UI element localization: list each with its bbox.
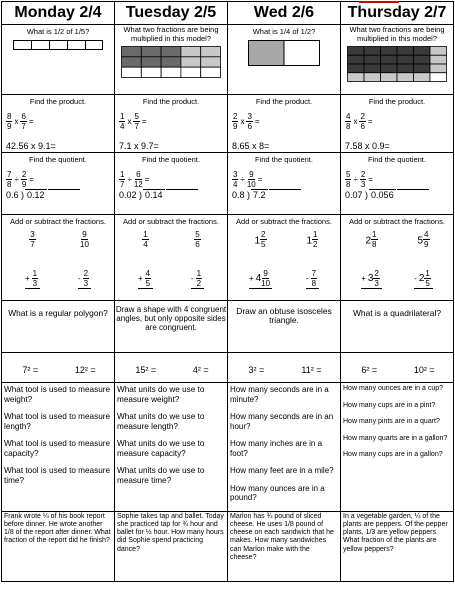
subtraction-problem: 1 $\frac{1}{2}$ - $\frac{7}{8}$ [305, 230, 318, 288]
cell-thu-model [341, 25, 454, 95]
measurement-question: How many feet are in a mile? [230, 466, 334, 475]
cell-tue-measurement [115, 383, 228, 512]
fraction: $\frac{7}{8}$ [311, 269, 317, 288]
measurement-question: How many ounces are in a pound? [230, 483, 325, 502]
fraction: $\frac{1}{4}$ [143, 230, 148, 249]
square-problem: 11² = [301, 365, 322, 375]
instruction-label: Find the quotient. [29, 155, 87, 164]
measurement-question: What units do we use to measure capacity? [117, 439, 205, 458]
worksheet [1, 1, 453, 599]
decimal-product-problem: 8.65 x 8= [232, 141, 270, 151]
fraction: $\frac{5}{7}$ [134, 112, 139, 131]
cell-tue-model [115, 25, 228, 95]
word-problem: Marlon has ¾ pound of sliced cheese. He uses 1/8 pound of cheese on each sandwich that he makes. How many sandwiches can Marlon make with the cheese? [230, 512, 334, 561]
measurement-question: What tool is used to measure weight? [4, 385, 111, 404]
instruction-label: Find the quotient. [368, 155, 426, 164]
fraction-quotient-problem: $\frac{1}{7}$ ÷ $\frac{6}{12}$ = [120, 170, 150, 189]
square-problem: 12² = [74, 365, 96, 375]
cell-thu-geometry [341, 301, 454, 353]
square-problem: 6² = [361, 365, 378, 375]
measurement-question: How many pints are in a quart? [343, 418, 440, 425]
fraction: $\frac{9}{10}$ [80, 230, 89, 249]
instruction-label: Add or subtract the fractions. [10, 217, 106, 226]
fraction: $\frac{6}{7}$ [21, 112, 26, 131]
fraction-strip-model [2, 40, 114, 50]
fraction-quotient-problem: $\frac{3}{4}$ ÷ $\frac{9}{10}$ = [233, 170, 263, 189]
addition-problem: $\frac{1}{4}$ + $\frac{4}{5}$ [138, 230, 153, 291]
red-mark [359, 1, 399, 3]
square-problem: 4² = [192, 365, 209, 375]
measurement-question: How many ounces are in a cup? [343, 385, 443, 392]
cell-wed-addsub [228, 215, 341, 301]
fraction: $\frac{3}{4}$ [233, 170, 238, 189]
measurement-question: How many inches are in a foot? [230, 439, 323, 458]
fraction: $\frac{9}{10}$ [261, 269, 271, 288]
fraction: $\frac{3}{6}$ [247, 112, 252, 131]
fraction: $\frac{8}{9}$ [7, 112, 12, 131]
cell-wed-product [228, 95, 341, 153]
fraction: $\frac{1}{3}$ [32, 269, 38, 288]
model-question: What two fractions are being multiplied in this model? [123, 25, 219, 43]
fraction-quotient-problem: $\frac{7}{8}$ ÷ $\frac{2}{9}$ = [7, 170, 34, 189]
decimal-product-problem: 7.1 x 9.7= [119, 141, 159, 151]
square-problem: 3² = [248, 365, 265, 375]
fraction: $\frac{2}{9}$ [21, 170, 27, 189]
measurement-question: What tool is used to measure time? [4, 466, 111, 485]
cell-thu-quotient [341, 153, 454, 215]
cell-mon-geometry [2, 301, 115, 353]
cell-thu-product [341, 95, 454, 153]
fraction: $\frac{2}{3}$ [374, 269, 379, 288]
area-model [341, 46, 453, 82]
instruction-label: Add or subtract the fractions. [123, 217, 219, 226]
measurement-question: How many quarts are in a gallon? [343, 434, 448, 442]
instruction-label: Add or subtract the fractions. [236, 217, 332, 226]
area-model [228, 40, 340, 66]
square-problem: 15² = [135, 365, 157, 375]
measurement-question: How many seconds are in a minute? [230, 385, 329, 404]
measurement-question: How many cups are in a pint? [343, 401, 436, 409]
measurement-question: How many cups are in a gallon? [343, 451, 443, 458]
fraction: $\frac{4}{9}$ [424, 230, 429, 249]
measurement-question: What tool is used to measure capacity? [4, 439, 111, 458]
fraction: $\frac{1}{4}$ [120, 112, 125, 131]
decimal-product-problem: 42.56 x 9.1= [6, 141, 56, 151]
addition-problem: 1 $\frac{2}{5}$ + 4 $\frac{9}{10}$ [248, 230, 271, 288]
measurement-question: What units do we use to measure time? [117, 466, 205, 485]
fraction: $\frac{2}{5}$ [261, 230, 266, 249]
geometry-question: What is a regular polygon? [8, 308, 108, 318]
cell-tue-word-problem [115, 511, 228, 581]
cell-tue-quotient [115, 153, 228, 215]
instruction-label: Add or subtract the fractions. [349, 217, 445, 226]
fraction: $\frac{1}{8}$ [372, 230, 377, 249]
instruction-label: Find the product. [255, 97, 313, 106]
fraction-product-problem: $\frac{2}{9}$ x $\frac{3}{6}$ = [233, 112, 260, 131]
cell-wed-squares [228, 353, 341, 383]
cell-tue-product [115, 95, 228, 153]
cell-tue-squares [115, 353, 228, 383]
fraction: $\frac{1}{5}$ [425, 269, 430, 288]
day-header-monday: Monday 2/4 [2, 2, 115, 25]
fraction: $\frac{2}{6}$ [360, 112, 365, 131]
word-problem: Frank wrote ¼ of his book report before dinner. He wrote another 1/8 of the report after dinner. What fraction of the report did he finish? [4, 512, 111, 545]
cell-mon-quotient [2, 153, 115, 215]
fraction-product-problem: $\frac{8}{9}$ x $\frac{6}{7}$ = [7, 112, 34, 131]
cell-tue-geometry [115, 301, 228, 353]
fraction: $\frac{1}{7}$ [120, 170, 125, 189]
cell-wed-geometry [228, 301, 341, 353]
fraction: $\frac{4}{8}$ [346, 112, 351, 131]
fraction: $\frac{1}{2}$ [196, 269, 202, 288]
day-header-wednesday: Wed 2/6 [228, 2, 341, 25]
cell-mon-measurement [2, 383, 115, 512]
cell-thu-squares [341, 353, 454, 383]
day-header-tuesday: Tuesday 2/5 [115, 2, 228, 25]
day-header-thursday: Thursday 2/7 [341, 2, 454, 25]
word-problem: Sophie takes tap and ballet. Today she practiced tap for ¾ hour and ballet for ½ hour. How many hours did Sophie spend practicing dance? [117, 512, 224, 553]
area-model [115, 46, 227, 78]
geometry-question: Draw an obtuse isosceles triangle. [236, 306, 332, 325]
cell-wed-model [228, 25, 341, 95]
measurement-question: What units do we use to measure length? [117, 412, 205, 431]
long-division-problem: 0.8 ) 7.2 [228, 190, 340, 200]
cell-mon-product [2, 95, 115, 153]
subtraction-problem: $\frac{9}{10}$ - $\frac{2}{3}$ [78, 230, 91, 291]
cell-wed-quotient [228, 153, 341, 215]
instruction-label: Find the product. [368, 97, 426, 106]
fraction: $\frac{2}{3}$ [360, 170, 366, 189]
geometry-question: What is a quadrilateral? [353, 308, 441, 318]
geometry-question: Draw a shape with 4 congruent angles, but only opposite sides are congruent. [115, 305, 227, 332]
instruction-label: Find the quotient. [142, 155, 200, 164]
fraction: $\frac{1}{2}$ [313, 230, 318, 249]
cell-thu-addsub [341, 215, 454, 301]
cell-mon-word-problem [2, 511, 115, 581]
cell-mon-squares [2, 353, 115, 383]
square-problem: 7² = [22, 365, 39, 375]
measurement-question: What units do we use to measure weight? [117, 385, 205, 404]
decimal-product-problem: 7.58 x 0.9= [345, 141, 390, 151]
fraction: $\frac{6}{12}$ [133, 170, 143, 189]
fraction: $\frac{2}{3}$ [83, 269, 89, 288]
square-problem: 10² = [413, 365, 435, 375]
cell-thu-measurement [341, 383, 454, 512]
cell-wed-word-problem [228, 511, 341, 581]
cell-thu-word-problem [341, 511, 454, 581]
long-division-problem: 0.02 ) 0.14 [115, 190, 227, 200]
fraction: $\frac{7}{8}$ [7, 170, 12, 189]
fraction-product-problem: $\frac{4}{8}$ x $\frac{2}{6}$ = [346, 112, 373, 131]
addition-problem: 2 $\frac{1}{8}$ + 3 $\frac{2}{3}$ [361, 230, 382, 291]
weekly-math-grid [1, 1, 454, 582]
instruction-label: Find the quotient. [255, 155, 313, 164]
fraction: $\frac{4}{5}$ [145, 269, 151, 288]
fraction: $\frac{5}{8}$ [346, 170, 351, 189]
fraction: $\frac{3}{7}$ [30, 230, 35, 249]
fraction: $\frac{9}{10}$ [246, 170, 256, 189]
word-problem: In a vegetable garden, ¼ of the plants are peppers. Of the pepper plants, 1/3 are yellow peppers. What fraction of the plants are yellow peppers? [343, 512, 448, 553]
cell-mon-addsub [2, 215, 115, 301]
cell-tue-addsub [115, 215, 228, 301]
fraction: $\frac{5}{6}$ [195, 230, 200, 249]
cell-wed-measurement [228, 383, 341, 512]
fraction: $\frac{2}{9}$ [233, 112, 238, 131]
cell-mon-model [2, 25, 115, 95]
instruction-label: Find the product. [142, 97, 200, 106]
subtraction-problem: 5 $\frac{4}{9}$ - 2 $\frac{1}{5}$ [414, 230, 433, 291]
measurement-question: How many seconds are in an hour? [230, 412, 334, 431]
model-question: What is 1/2 of 1/5? [26, 27, 90, 36]
fraction-product-problem: $\frac{1}{4}$ x $\frac{5}{7}$ = [120, 112, 147, 131]
fraction-quotient-problem: $\frac{5}{8}$ ÷ $\frac{2}{3}$ = [346, 170, 373, 189]
subtraction-problem: $\frac{5}{6}$ - $\frac{1}{2}$ [191, 230, 204, 291]
long-division-problem: 0.07 ) 0.056 [341, 190, 453, 200]
measurement-question: What tool is used to measure length? [4, 412, 111, 431]
model-question: What two fractions are being multiplied in this model? [349, 25, 445, 43]
addition-problem: $\frac{3}{7}$ + $\frac{1}{3}$ [25, 230, 40, 291]
instruction-label: Find the product. [29, 97, 87, 106]
long-division-problem: 0.6 ) 0.12 [2, 190, 114, 200]
model-question: What is 1/4 of 1/2? [252, 27, 316, 36]
